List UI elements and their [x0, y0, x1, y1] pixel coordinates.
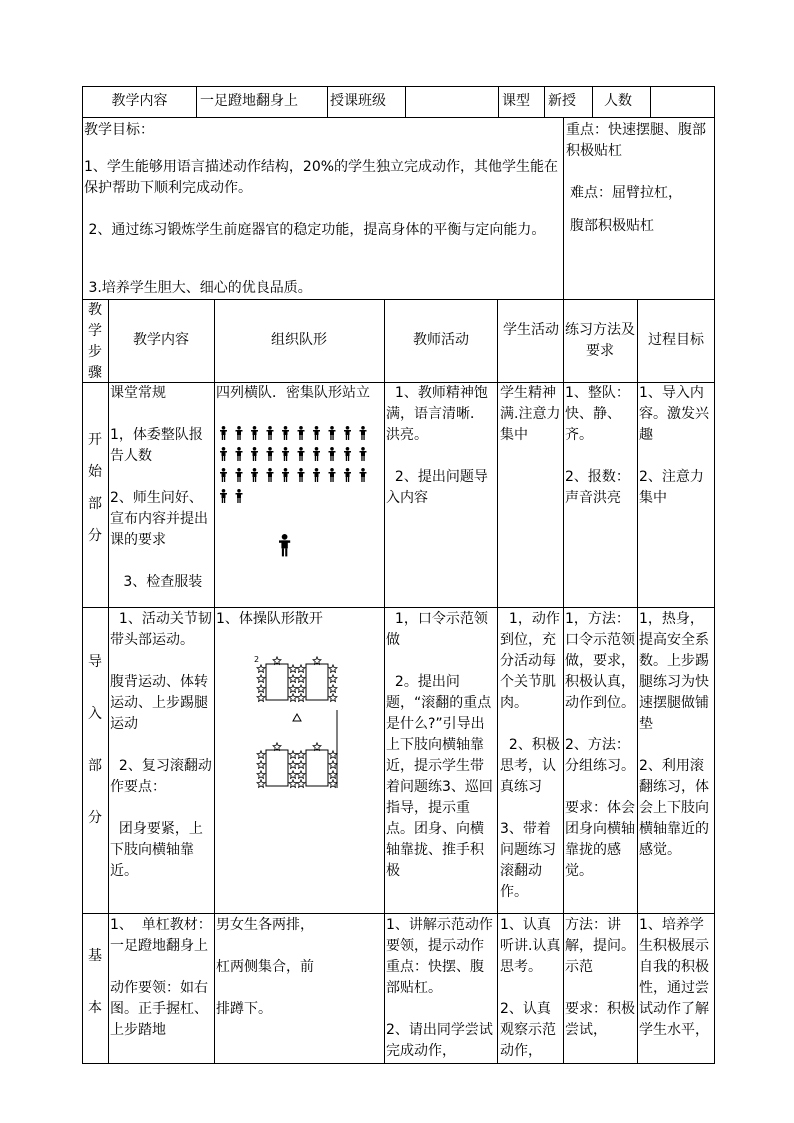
- star-marker: [329, 694, 337, 702]
- student-figure: [329, 468, 336, 482]
- grid-line: [497, 299, 498, 1064]
- mat: [306, 664, 328, 700]
- student-figure: [267, 426, 274, 440]
- objective-item: 2、通过练习锻炼学生前庭器官的稳定功能，提高身体的平衡与定向能力。: [84, 222, 546, 238]
- student-figure: [282, 426, 289, 440]
- main-goal: 1、培养学生积极展示自我的积极性，通过尝试动作了解学生水平，: [639, 917, 709, 1038]
- grid-line: [82, 86, 83, 1064]
- mat: [266, 664, 288, 700]
- student-figure: [344, 426, 351, 440]
- mat-diagram: [250, 650, 350, 790]
- grid-line: [592, 86, 593, 117]
- warmup-teacher: 1，口令示范领做 2。提出问题，“滚翻的重点是什么?”引导出上下肢向横轴靠近，提示学生带着问题练3、巡回指导，提示重点。团身、向横轴靠拢、推手积极: [386, 611, 493, 879]
- student-figure: [220, 447, 227, 461]
- warmup-method: 1，方法：口令示范领做，要求，积极认真，动作到位。 2、方法：分组练习。 要求：体会团身向横轴靠拢的感觉。: [565, 611, 635, 879]
- start-teacher: 1、教师精神饱满，语言清晰．洪亮。 2、提出问题导入内容: [386, 385, 488, 506]
- warmup-formation: 1、体操队形散开: [216, 611, 323, 627]
- count-label: 人数: [604, 93, 632, 109]
- star-marker: [329, 771, 337, 779]
- grid-line: [82, 1063, 715, 1064]
- student-figure: [360, 468, 367, 482]
- student-figure: [251, 447, 258, 461]
- grid-line: [637, 299, 638, 1064]
- grid-line: [82, 299, 715, 300]
- grid-line: [82, 117, 715, 118]
- grid-line: [544, 86, 545, 117]
- main-content: 1、 单杠教材：一足蹬地翻身上 动作要领：如右图。正手握杠、上步踏地: [110, 917, 212, 1038]
- student-figure: [360, 447, 367, 461]
- difficulty-a: 难点：屈臂拉杠，: [570, 185, 682, 201]
- star-marker: [289, 675, 297, 683]
- student-figure: [220, 468, 227, 482]
- mat-marker-label: 2: [254, 655, 260, 664]
- objective-item: 1、学生能够用语言描述动作结构，20%的学生独立完成动作，其他学生能在保护帮助下顺利完成动作。: [84, 159, 559, 196]
- grid-line: [82, 86, 715, 87]
- student-figure: [282, 447, 289, 461]
- main-formation: 男女生各两排， 杠两侧集合，前 排蹲下。: [216, 917, 314, 1017]
- star-marker: [257, 780, 265, 788]
- star-marker: [329, 780, 337, 788]
- student-figure: [360, 426, 367, 440]
- content-label: 教学内容: [111, 93, 168, 109]
- grid-line: [327, 86, 328, 117]
- student-figure: [313, 447, 320, 461]
- star-marker: [273, 657, 281, 665]
- formation-figures: [218, 424, 378, 564]
- star-marker: [329, 761, 337, 769]
- student-figure: [298, 426, 305, 440]
- star-marker: [313, 743, 321, 751]
- start-goal: 1、导入内容。激发兴趣 2、注意力集中: [639, 385, 709, 506]
- star-marker: [329, 685, 337, 693]
- grid-line: [82, 607, 715, 608]
- student-figure: [251, 426, 258, 440]
- star-marker: [329, 675, 337, 683]
- star-marker: [289, 771, 297, 779]
- grid-line: [82, 913, 715, 914]
- student-figure: [267, 468, 274, 482]
- col-goal: 过程目标: [648, 332, 704, 348]
- objective-item: 3.培养学生胆大、细心的优良品质。: [84, 280, 312, 296]
- star-marker: [257, 751, 265, 759]
- star-marker: [289, 751, 297, 759]
- main-teacher: 1、讲解示范动作要领，提示动作重点：快摆、腹部贴杠。 2、请出同学尝试完成动作，: [386, 917, 493, 1059]
- student-figure: [251, 468, 258, 482]
- star-marker: [289, 665, 297, 673]
- start-formation: 四列横队．密集队形站立: [216, 385, 370, 401]
- start-method: 1、整队：快、静、齐。 2、报数：声音洪亮: [565, 385, 630, 506]
- grid-line: [498, 86, 499, 117]
- col-content: 教学内容: [133, 332, 189, 348]
- grid-line: [384, 299, 385, 1064]
- col-method: 练习方法及要求: [565, 322, 635, 359]
- warmup-student: 1，动作到位，充分活动每个关节肌肉。 2、积极思考，认真练习 3、带着问题练习滚翻动作。: [500, 611, 560, 900]
- star-marker: [289, 761, 297, 769]
- star-marker: [297, 694, 305, 702]
- step-start: 开始部分: [88, 432, 102, 544]
- class-label: 授课班级: [330, 93, 386, 109]
- student-figure: [236, 447, 243, 461]
- student-figure: [329, 447, 336, 461]
- grid-line: [196, 86, 197, 117]
- col-teacher: 教师活动: [413, 332, 469, 348]
- star-marker: [257, 665, 265, 673]
- star-marker: [297, 665, 305, 673]
- star-marker: [329, 665, 337, 673]
- student-figure: [344, 447, 351, 461]
- star-marker: [257, 675, 265, 683]
- col-student: 学生活动: [503, 322, 559, 338]
- warmup-goal: 1，热身，提高安全系数。上步踢腿练习为快速摆腿做铺垫 2、利用滚翻练习，体会上下肢向横轴靠近的感觉。: [639, 611, 709, 858]
- teacher-figure: [279, 534, 290, 556]
- student-figure: [236, 426, 243, 440]
- star-marker: [257, 694, 265, 702]
- step-main: 基本: [88, 948, 102, 1016]
- lesson-name: 一足蹬地翻身上: [200, 93, 298, 109]
- objectives-title: 教学目标：: [84, 122, 154, 138]
- star-marker: [297, 761, 305, 769]
- star-marker: [289, 694, 297, 702]
- grid-line: [214, 299, 215, 1064]
- star-marker: [297, 771, 305, 779]
- student-figure: [313, 468, 320, 482]
- star-marker: [297, 751, 305, 759]
- mat: [266, 750, 288, 786]
- star-marker: [257, 761, 265, 769]
- star-marker: [289, 685, 297, 693]
- student-figure: [329, 426, 336, 440]
- difficulty-b: 腹部积极贴杠: [570, 218, 654, 234]
- grid-line: [650, 86, 651, 117]
- student-figure: [267, 447, 274, 461]
- warmup-content: 1、活动关节韧带头部运动。 腹背运动、体转运动、上步踢腿运动 2、复习滚翻动作要点： 团身要紧，上下肢向横轴靠近。: [110, 611, 212, 879]
- student-figure: [236, 468, 243, 482]
- star-marker: [297, 675, 305, 683]
- student-figure: [298, 468, 305, 482]
- star-marker: [297, 685, 305, 693]
- grid-line: [405, 86, 406, 117]
- teacher-triangle: [293, 714, 301, 721]
- star-marker: [257, 685, 265, 693]
- student-figure: [282, 468, 289, 482]
- student-figure: [298, 447, 305, 461]
- student-figure: [313, 426, 320, 440]
- star-marker: [313, 657, 321, 665]
- step-warmup: 导入部分: [88, 654, 102, 826]
- main-method: 方法：讲解，提问。示范 要求：积极尝试，: [565, 917, 635, 1038]
- col-formation: 组织队形: [271, 332, 327, 348]
- grid-line: [714, 86, 715, 1064]
- start-content: 课堂常规 1，体委整队报告人数 2、师生问好、宣布内容并提出课的要求 3、检查服装: [110, 385, 208, 590]
- key-point: 重点：快速摆腿、腹部积极贴杠: [566, 122, 706, 159]
- student-figure: [344, 468, 351, 482]
- student-figure: [236, 489, 243, 503]
- main-student: 1、认真听讲.认真思考。 2、认真观察示范动作，: [500, 917, 561, 1059]
- star-marker: [297, 780, 305, 788]
- type-label: 课型: [502, 93, 530, 109]
- mat: [306, 750, 328, 786]
- student-figure: [220, 489, 227, 503]
- star-marker: [329, 751, 337, 759]
- grid-line: [563, 117, 564, 299]
- grid-line: [108, 299, 109, 1064]
- student-figure: [220, 426, 227, 440]
- start-student: 学生精神满.注意力集中: [500, 385, 561, 443]
- grid-line: [563, 299, 564, 1064]
- col-steps: 教学步骤: [88, 302, 102, 381]
- star-marker: [257, 771, 265, 779]
- star-marker: [289, 780, 297, 788]
- type-value: 新授: [548, 93, 576, 109]
- star-marker: [273, 743, 281, 751]
